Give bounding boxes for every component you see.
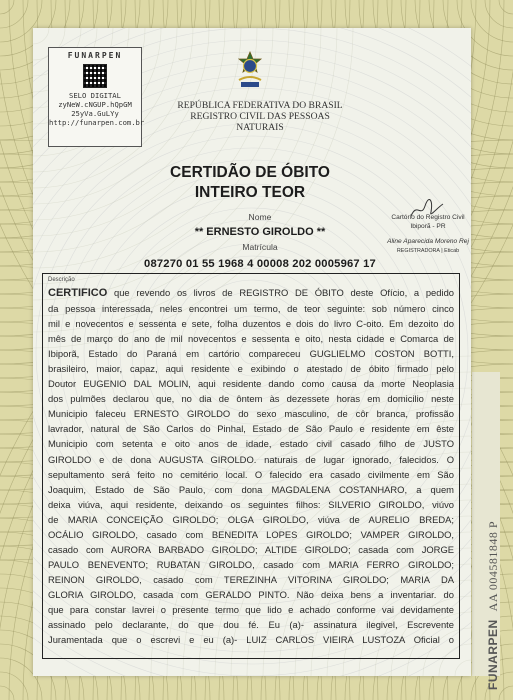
description-line: Juramentada que o escrevi e eu (a)- LUIZ CARLOS VIEIRA LUSTOZA Oficial o <box>48 634 454 646</box>
name-label: Nome <box>248 212 272 222</box>
seal-code-2: 25yVa.GuLYy <box>71 109 119 118</box>
registry-title: REGISTRO CIVIL DAS PESSOAS NATURAIS <box>190 111 330 133</box>
description-line: da pessoa interessada, neles encontrei um termo, de teor seguinte: sob número cinco <box>48 303 454 315</box>
description-line: Municipio com setenta e oito anos de idade, estado civil casado filho de JUSTO <box>48 438 454 450</box>
title-line-1: CERTIDÃO DE ÓBITO <box>170 164 330 181</box>
description-line: casado com AURORA BARBADO GIROLDO; ALTIDE GIROLDO; casada com JORGE <box>48 543 454 555</box>
deceased-name: ** ERNESTO GIROLDO ** <box>194 226 326 238</box>
description-line-text: que revendo os livros de REGISTRO DE ÓBITO deste Ofício, a pedido <box>107 287 454 298</box>
description-line: mil e novecentos e sessenta e sete, folha duzentos e dois do livro C-oito. Em dezoito do <box>48 318 454 330</box>
digital-seal <box>48 47 145 147</box>
description-text <box>48 285 454 647</box>
description-line: OCÁLIO GIROLDO, casado com BENEDITA LOPES GIROLDO; VAMPER GIROLDO, <box>48 528 454 540</box>
description-line: sepultamento será feito no cemitério local. O falecido era casado civilmente em São <box>48 468 454 480</box>
description-line: dos pulmões declarou que, no dia de ôntem às dezessete horas em domicilio neste <box>48 393 454 405</box>
stamp-line-3: Aline Aparecida Moreno Rej <box>387 238 469 245</box>
description-line: Doutor EUGENIO DAL MOLIN, aqui residente dando como causa da morte Neoplasia <box>48 378 454 390</box>
description-line: PAULO BENEVENTO; RUBATAN GIROLDO, casado com MARIA FERRO GIROLDO; <box>48 558 454 570</box>
stamp-line-2: Ibiporã - PR <box>410 223 446 230</box>
side-band-brand: FUNARPEN <box>486 619 500 690</box>
seal-brand: FUNARPEN <box>67 51 123 60</box>
description-line: brasileiro, maior, capaz, aqui residente e exibindo o atestado de óbito firmado pelo <box>48 363 454 375</box>
description-line <box>48 285 454 301</box>
registry-stamp <box>383 198 473 258</box>
issuer-header <box>170 100 350 133</box>
seal-url: http://funarpen.com.br <box>49 118 145 127</box>
description-line: GIROLDO e de dona AUGUSTA GIROLDO. naturais de lugar ignorado, falecidos. O <box>48 453 454 465</box>
republic-title: REPÚBLICA FEDERATIVA DO BRASIL <box>177 100 343 111</box>
coat-of-arms-icon <box>233 50 267 90</box>
description-line: de MARIA CONCEIÇÃO GIROLDO; OLGA GIROLDO, viúva de AURELIO BREDA; <box>48 513 454 525</box>
registration-number: 087270 01 55 1968 4 00008 202 0005967 17 <box>144 258 376 270</box>
side-band <box>486 521 501 690</box>
description-lead: CERTIFICO <box>48 287 108 299</box>
qr-code-icon <box>83 64 107 88</box>
description-line: Ibiporã, Estado do Paraná em cartório compareceu GUGLIELMO COSTON BOTTI, <box>48 348 454 360</box>
description-box <box>42 273 460 659</box>
title-line-2: INTEIRO TEOR <box>194 184 306 201</box>
stamp-line-1: Cartório do Registro Civil <box>391 214 465 221</box>
description-line: lavrador, natural de São Carlos do Pinhal, Estado de São Paulo e residente em êste <box>48 423 454 435</box>
document-title <box>100 163 400 203</box>
description-line: Joaquim, Estado de São Paulo, com dona MAGDALENA COSTANHARO, a quem <box>48 483 454 495</box>
description-line: deixa viúva, aqui residente, deixando os seguintes filhos: SILVERIO GIROLDO, viúvo <box>48 498 454 510</box>
description-line: GLORIA GIROLDO, casada com GERALDO PINTO. Não deixa bens a inventariar. do <box>48 588 454 600</box>
description-label: Descrição <box>48 277 75 283</box>
description-line: mês de março do ano de mil novecentos e sessenta e oito, nesta cidade e Comarca de <box>48 333 454 345</box>
description-line: Municipio faleceu ERNESTO GIROLDO do sexo masculino, de côr branca, profissão <box>48 408 454 420</box>
seal-label: SELO DIGITAL <box>69 91 121 100</box>
side-band-serial: AA 004581848 P <box>486 520 500 612</box>
stamp-line-4: REGISTRADORA | Eticab <box>396 248 460 254</box>
seal-code-1: zyNeW.cNGUP.hQpGM <box>58 100 132 109</box>
description-line: REINON GIROLDO, casado com TEREZINHA VITORINA GIROLDO; MARIA DA <box>48 573 454 585</box>
registration-label: Matrícula <box>242 242 278 252</box>
description-line: assinado pelo declarante, do que dou fé. Eu (a)- assinatura ilegivel, Escrevente <box>48 619 454 631</box>
description-line: que para constar lavrei o presente termo que lido e achado conforme vai devidamente <box>48 603 454 615</box>
